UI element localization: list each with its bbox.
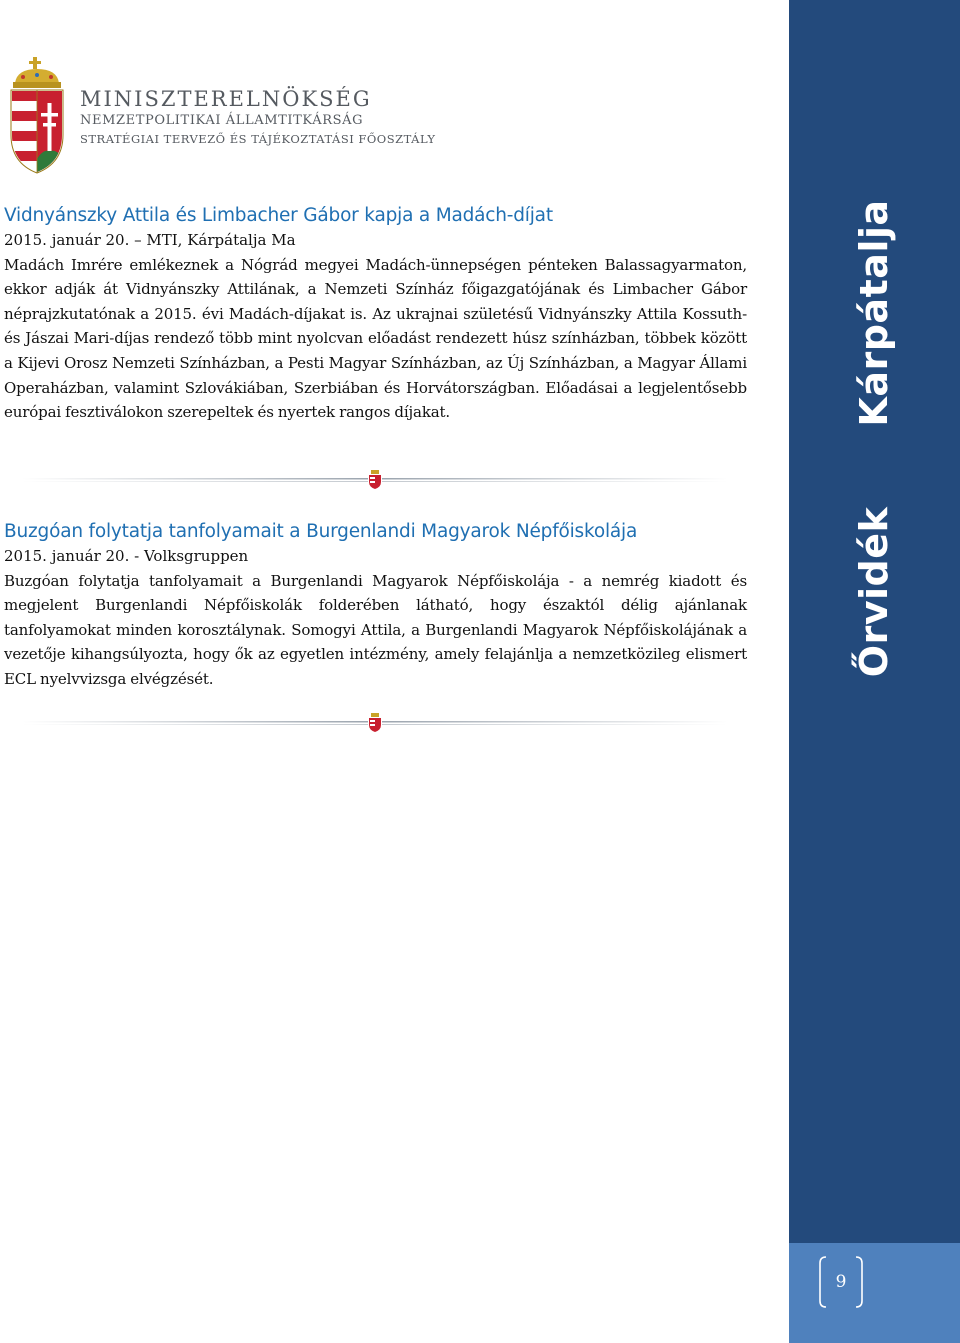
article-meta: 2015. január 20. – MTI, Kárpátalja Ma bbox=[4, 231, 296, 249]
article-body: Buzgóan folytatja tanfolyamait a Burgenlandi Magyarok Népfőiskolája - a nemrég kiadott és megjelent Burgenlandi Népfőiskolák folderében látható, hogy északtól délig ajánlanak tanfolyamokat minden korosztálynak. Somogyi Attila, a Burgenlandi Magyarok Népfőiskolájának a vezetője kihangsúlyozta, hogy ők az egyetlen intézmény, amely felajánlja a nemzetközileg elismert ECL nyelvvizsga elvégzését. bbox=[4, 571, 747, 688]
section-divider bbox=[22, 711, 728, 733]
region-label-karpatalja: Kárpátalja bbox=[852, 199, 896, 427]
org-line-2: NEMZETPOLITIKAI ÁLLAMTITKÁRSÁG bbox=[80, 113, 364, 128]
section-divider bbox=[22, 468, 728, 490]
org-line-1: MINISZTERELNÖKSÉG bbox=[80, 87, 372, 111]
article-vidnyanszky bbox=[4, 204, 747, 425]
article-nepfoiskola bbox=[4, 520, 747, 692]
region-label-orvidek: Őrvidék bbox=[852, 506, 896, 678]
sidebar-footer bbox=[789, 1243, 960, 1343]
coat-of-arms-logo bbox=[7, 55, 67, 175]
page-number: 9 bbox=[835, 1272, 847, 1292]
organization-name bbox=[80, 87, 435, 148]
article-title: Buzgóan folytatja tanfolyamait a Burgenlandi Magyarok Népfőiskolája bbox=[4, 521, 638, 542]
article-title: Vidnyánszky Attila és Limbacher Gábor kapja a Madách-díjat bbox=[4, 205, 553, 226]
article-body: Madách Imrére emlékeznek a Nógrád megyei Madách-ünnepségen pénteken Balassagyarmaton, ekkor adják át Vidnyánszky Attilának, a Nemzeti Színház főigazgatójának és Limbacher Gábor néprajzkutatónak a 2015. évi Madách-díjakat is. Az ukrajnai születésű Vidnyánszky Attila Kossuth- és Jászai Mari-díjas rendező több mint nyolcvan előadást rendezett húsz színházban, többek között a Kijevi Orosz Nemzeti Színházban, a Pesti Magyar Színházban, az Új Színházban, a Magyar Állami Operaházban, valamint Szlovákiában, Szerbiában és Horvátországban. Előadásai a legjelentősebb európai fesztiválokon szerepeltek és nyertek rangos díjakat. bbox=[4, 255, 747, 422]
article-meta: 2015. január 20. - Volksgruppen bbox=[4, 547, 249, 565]
org-line-3: STRATÉGIAI TERVEZŐ ÉS TÁJÉKOZTATÁSI FŐOSZTÁLY bbox=[80, 132, 436, 146]
